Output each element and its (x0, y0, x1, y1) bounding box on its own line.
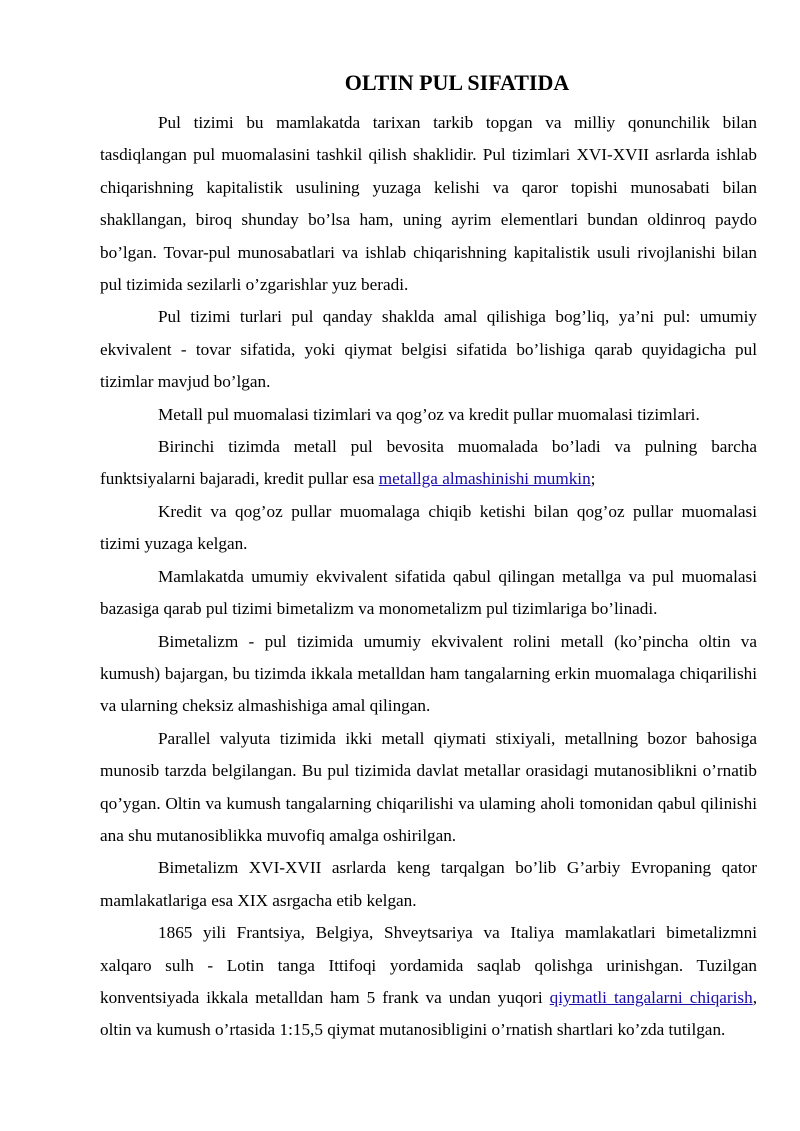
paragraph: Parallel valyuta tizimida ikki metall qiymati stixiyali, metallning bozor bahosiga munosib tarzda belgilangan. Bu pul tizimida davlat metallar orasidagi mutanosiblikni o’rnatib qo’ygan. Oltin va kumush tangalarning chiqarilishi va ulaming aholi tomonidan qabul qilinishi ana shu mutanosiblikka muvofiq amalga oshirilgan. (100, 728, 757, 845)
metal-exchange-link[interactable]: metallga almashinishi mumkin (378, 469, 591, 489)
paragraph: Mamlakatda umumiy ekvivalent sifatida qabul qilingan metallga va pul muomalasi bazasiga qarab pul tizimi bimetalizm va monometalizm pul tizimlariga bo’linadi. (100, 566, 757, 619)
paragraph (100, 917, 757, 1047)
paragraph: Pul tizimi bu mamlakatda tarixan tarkib topgan va milliy qonunchilik bilan tasdiqlangan pul muomalasini tashkil qilish shaklidir. Pul tizimlari XVI-XVII asrlarda ishlab chiqarishning kapitalistik usulining yuzaga kelishi va qaror topishi munosabati bilan shakllangan, biroq shunday bo’lsa ham, uning ayrim elementlari bundan oldinroq paydo bo’lgan. Tovar-pul munosabatlari va ishlab chiqarishning kapitalistik usuli rivojlanishi bilan pul tizimida sezilarli o’zgarishlar yuz beradi. (100, 113, 757, 295)
paragraph: Kredit va qog’oz pullar muomalaga chiqib ketishi bilan qog’oz pullar muomalasi tizimi yuzaga kelgan. (100, 501, 757, 554)
paragraph (100, 431, 757, 496)
paragraph-text: ; (590, 469, 596, 489)
paragraph-text: Birinchi tizimda metall pul bevosita muomalada bo’ladi va pulning barcha funktsiyalarni bajaradi, kredit pullar esa (100, 437, 757, 489)
paragraph: Metall pul muomalasi tizimlari va qog’oz va kredit pullar muomalasi tizimlari. (158, 404, 700, 424)
paragraph: Bimetalizm XVI-XVII asrlarda keng tarqalgan bo’lib G’arbiy Evropaning qator mamlakatlariga esa XIX asrgacha etib kelgan. (100, 858, 757, 910)
paragraph-text: 1865 yili Frantsiya, Belgiya, Shveytsariya va Italiya mamlakatlari bimetalizmni xalqaro sulh - Lotin tanga Ittifoqi yordamida saqlab qolishga urinishgan. Tuzilgan konventsiyada ikkala metalldan ham 5 frank va undan yuqori (100, 923, 757, 1007)
valuable-coins-link[interactable]: qiymatli tangalarni chiqarish (549, 987, 753, 1007)
body-text (100, 107, 757, 1047)
paragraph: Bimetalizm - pul tizimida umumiy ekvivalent rolini metall (ko’pincha oltin va kumush) bajargan, bu tizimda ikkala metalldan ham tangalarning erkin muomalaga chiqarilishi va ularning cheksiz almashishiga amal qilingan. (100, 631, 757, 716)
paragraph-text: , oltin va kumush o’rtasida 1:15,5 qiymat mutanosibligini o’rnatish shartlari ko’zda tutilgan. (100, 987, 757, 1040)
page-title: OLTIN PUL SIFATIDA (344, 70, 570, 95)
paragraph: Pul tizimi turlari pul qanday shaklda amal qilishiga bog’liq, ya’ni pul: umumiy ekvivalent - tovar sifatida, yoki qiymat belgisi sifatida bo’lishiga qarab quyidagicha pul tizimlar mavjud bo’lgan. (100, 307, 757, 392)
